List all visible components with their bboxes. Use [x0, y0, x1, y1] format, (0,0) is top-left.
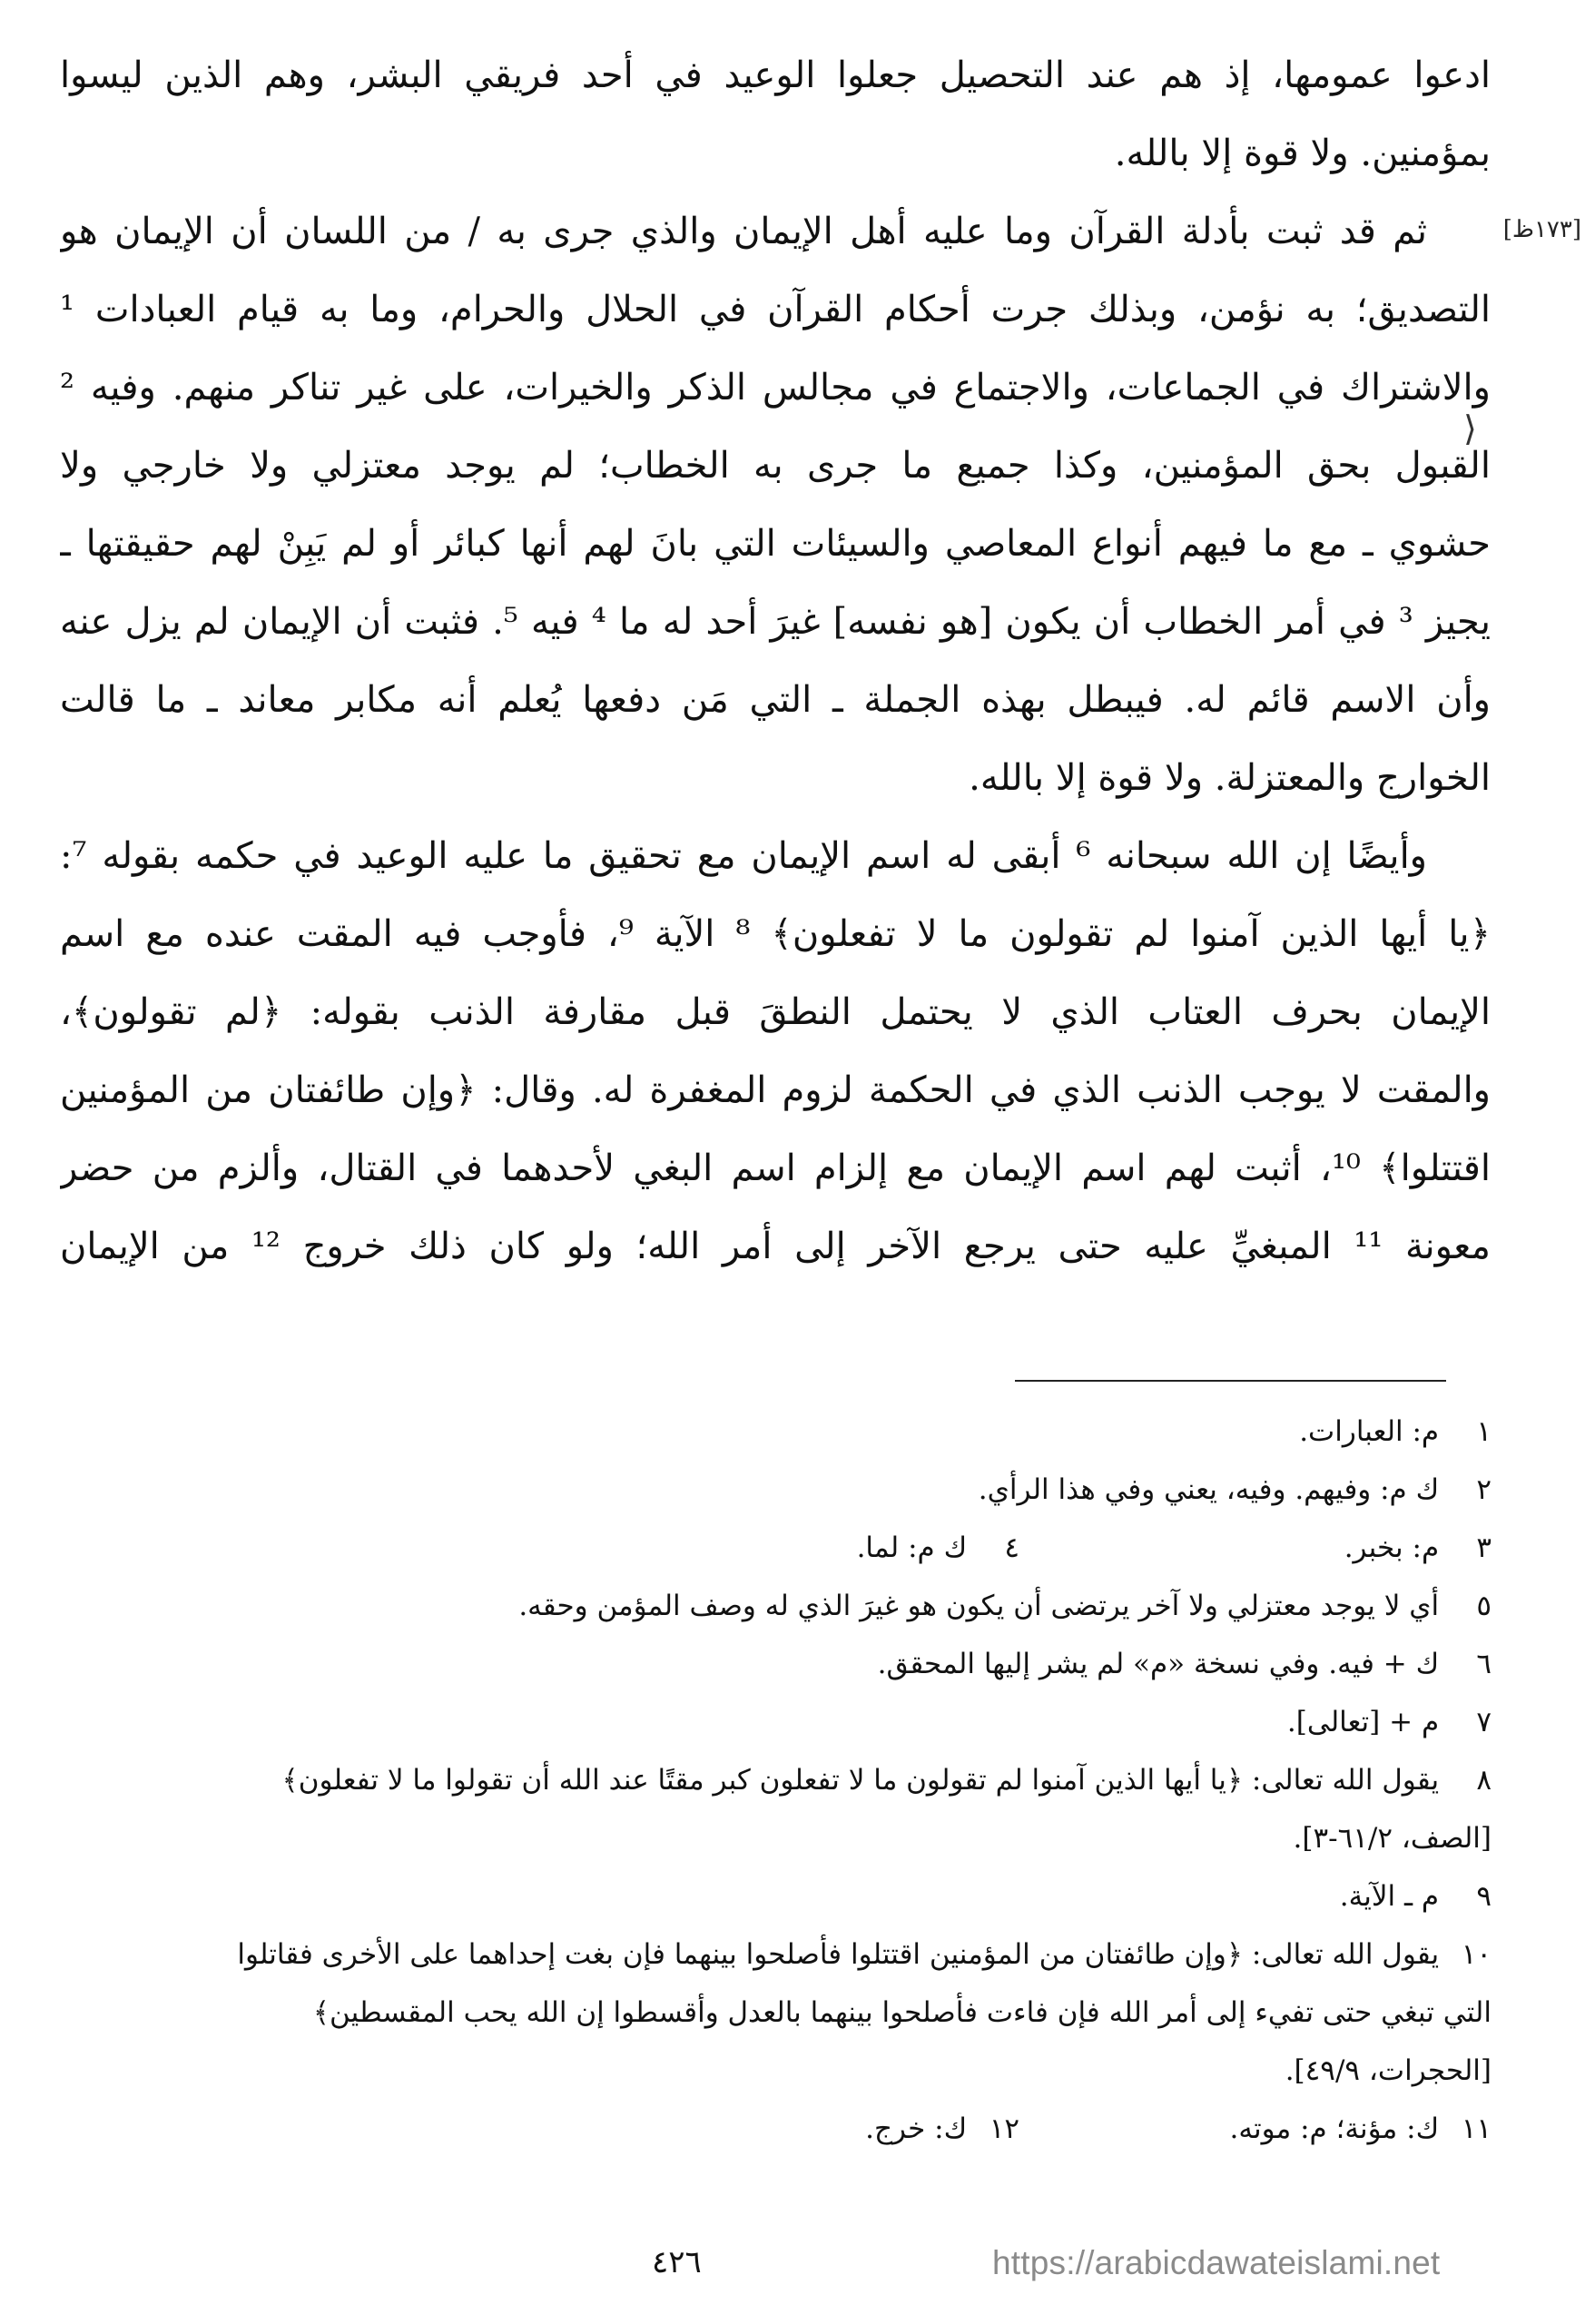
- footnote-pair: [112, 2100, 1492, 2158]
- footnote: [112, 1577, 1492, 1635]
- footnote-number: ٤: [1004, 1531, 1019, 1564]
- footnote: [112, 1693, 1492, 1751]
- footnote-number: ٨: [1476, 1764, 1492, 1797]
- text-line: الخوارج والمعتزلة. ولا قوة إلا بالله.: [969, 757, 1491, 799]
- page-number: ٤٢٦: [652, 2244, 702, 2280]
- text-line: وأيضًا إن الله سبحانه ⁶ أبقى له اسم الإيمان مع تحقيق ما عليه الوعيد في حكمه بقوله ⁷:: [60, 835, 1427, 877]
- footnote-text: م: العبارات.: [1299, 1415, 1440, 1448]
- footnote-separator: [1015, 1380, 1446, 1382]
- footnote-text: أي لا يوجد معتزلي ولا آخر يرتضى أن يكون هو غيرَ الذي له وصف المؤمن وحقه.: [518, 1590, 1440, 1622]
- watermark-url: https://arabicdawateislami.net: [992, 2244, 1441, 2281]
- footnote: [112, 1925, 1492, 1984]
- footnote-text: م ـ الآية.: [1339, 1880, 1440, 1913]
- footnote-number: ١١: [1461, 2112, 1492, 2145]
- footnote: [112, 1635, 1492, 1693]
- text-line: يجيز ³ في أمر الخطاب أن يكون [هو نفسه] غيرَ أحد له ما ⁴ فيه ⁵. فثبت أن الإيمان لم يزل عنه: [60, 601, 1491, 643]
- footnote-number: ١٢: [989, 2112, 1019, 2145]
- text-line: القبول بحق المؤمنين، وكذا جميع ما جرى به الخطاب؛ لم يوجد معتزلي ولا خارجي ولا: [60, 445, 1491, 487]
- footnote-number: ٦: [1476, 1648, 1492, 1680]
- footnote-number: ١٠: [1461, 1938, 1492, 1971]
- text-line: معونة ¹¹ المبغيِّ عليه حتى يرجع الآخر إلى أمر الله؛ ولو كان ذلك خروج ¹² من الإيمان: [60, 1226, 1491, 1267]
- text-line: بمؤمنين. ولا قوة إلا بالله.: [1114, 133, 1491, 174]
- text-line: الإيمان بحرف العتاب الذي لا يحتمل النطقَ قبل مقارفة الذنب بقوله: ﴿لم تقولون﴾،: [60, 991, 1491, 1033]
- footnote: [857, 1519, 1019, 1577]
- text-line: والاشتراك في الجماعات، والاجتماع في مجالس الذكر والخيرات، على غير تناكر منهم. وفيه ²: [60, 367, 1491, 409]
- text-line: وأن الاسم قائم له. فيبطل بهذه الجملة ـ التي مَن دفعها يُعلم أنه مكابر معاند ـ ما قالت: [60, 679, 1491, 721]
- text-line: ادعوا عمومها، إذ هم عند التحصيل جعلوا الوعيد في أحد فريقي البشر، وهم الذين ليسوا: [60, 54, 1491, 96]
- text-line: ﴿يا أيها الذين آمنوا لم تقولون ما لا تفعلون﴾ ⁸ الآية ⁹، فأوجب فيه المقت عنده مع اسم: [60, 913, 1491, 955]
- footnote-text: م + [تعالى].: [1286, 1706, 1440, 1738]
- footnote-continuation: [الحجرات، ٤٩/٩].: [1285, 2054, 1492, 2087]
- footnote-pair: [112, 1519, 1492, 1577]
- footnote-text: ك: خرج.: [865, 2112, 968, 2145]
- footnote-text: ك + فيه. وفي نسخة «م» لم يشر إليها المحقق.: [877, 1648, 1440, 1680]
- footnote: [112, 1403, 1492, 1461]
- footnote-number: ٥: [1476, 1590, 1492, 1622]
- footnote-text: ك م: لما.: [856, 1531, 968, 1564]
- footnote-continuation: [الصف، ٦١/٢-٣].: [1293, 1822, 1492, 1855]
- text-line: والمقت لا يوجب الذنب الذي في الحكمة لزوم المغفرة له. وقال: ﴿وإن طائفتان من المؤمنين: [60, 1069, 1491, 1111]
- footnote-text: يقول الله تعالى: ﴿يا أيها الذين آمنوا لم تقولون ما لا تفعلون كبر مقتًا عند الله أن تقولوا ما لا تفعلون﴾: [281, 1764, 1440, 1797]
- footnote-text: ك م: وفيهم. وفيه، يعني وفي هذا الرأي.: [978, 1473, 1440, 1506]
- footnote-text: يقول الله تعالى: ﴿وإن طائفتان من المؤمنين اقتتلوا فأصلحوا بينهما فإن بغت إحداهما على الأخرى فقاتلوا: [237, 1938, 1440, 1971]
- footnote-text: م: بخبر.: [1344, 1531, 1440, 1564]
- footnote: [1019, 2100, 1492, 2158]
- footnotes: [112, 1403, 1492, 2158]
- margin-folio-note: [١٧٣ظ]: [1502, 216, 1581, 243]
- text-line: التصديق؛ به نؤمن، وبذلك جرت أحكام القرآن في الحلال والحرام، وما به قيام العبادات ¹: [60, 289, 1491, 330]
- text-line: حشوي ـ مع ما فيهم أنواع المعاصي والسيئات التي بانَ لهم أنها كبائر أو لم يَبِنْ لهم حقيقتها ـ: [60, 523, 1491, 565]
- footnote: [865, 2100, 1019, 2158]
- footnote-number: ٣: [1476, 1531, 1492, 1564]
- footnote-text: ك: مؤنة؛ م: موته.: [1229, 2112, 1440, 2145]
- main-text: [60, 36, 1491, 1285]
- footnote: [112, 1751, 1492, 1809]
- footnote-number: ٩: [1476, 1880, 1492, 1913]
- footnote-number: ١: [1476, 1415, 1492, 1448]
- footnote: [1019, 1519, 1492, 1577]
- footnote-number: ٢: [1476, 1473, 1492, 1506]
- footnote-number: ٧: [1476, 1706, 1492, 1738]
- margin-mark: ⟩: [1463, 409, 1477, 448]
- footnote-continuation: التي تبغي حتى تفيء إلى أمر الله فإن فاءت فأصلحوا بينهما بالعدل وأقسطوا إن الله يحب المقسطين﴾: [312, 1996, 1492, 2029]
- footnote: [112, 1461, 1492, 1519]
- footnote: [112, 1867, 1492, 1925]
- text-line: اقتتلوا﴾ ¹⁰، أثبت لهم اسم الإيمان مع إلزام اسم البغي لأحدهما في القتال، وألزم من حضر: [60, 1147, 1491, 1189]
- text-line: ثم قد ثبت بأدلة القرآن وما عليه أهل الإيمان والذي جرى به / من اللسان أن الإيمان هو: [60, 211, 1427, 252]
